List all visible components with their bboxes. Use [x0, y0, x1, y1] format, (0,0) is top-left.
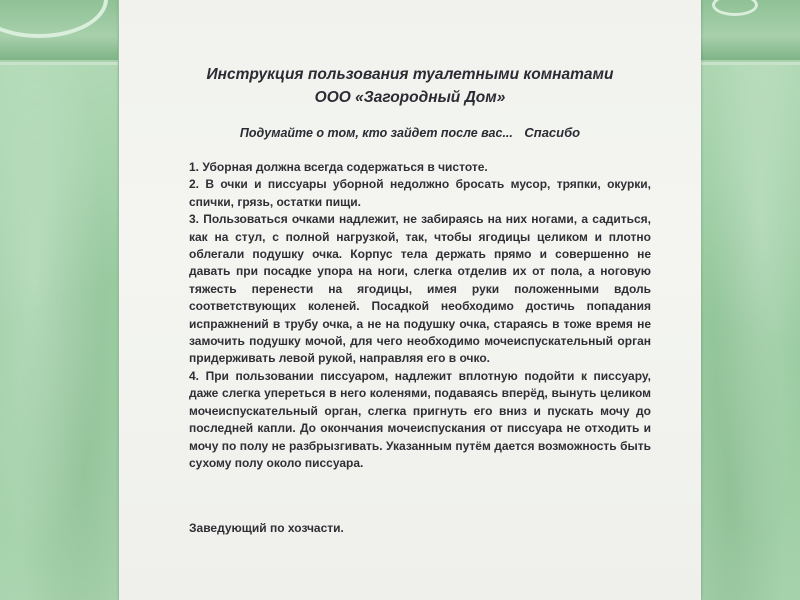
- notice-title: Инструкция пользования туалетными комнатами: [206, 66, 614, 83]
- rule-4: 4. При пользовании писсуаром, надлежит вплотную подойти к писсуару, даже слегка упереться в него коленями, подаваясь вперёд, вынуть целиком мочеиспускательный орган, слегка пригнуть его вниз и пускать мочу до последней капли. До окончания мочеиспускания от писсуара не отходить и мочу по полу не разбрызгивать. Указанным путём дается возможность быть сухому полу около писсуара.: [189, 368, 651, 470]
- notice-subtitle: [119, 125, 701, 140]
- signature: Заведующий по хозчасти.: [189, 521, 344, 535]
- rule-1: 1. Уборная должна всегда содержаться в чистоте.: [189, 160, 488, 174]
- rule-3: 3. Пользоваться очками надлежит, не забираясь на них ногами, а садиться, как на стул, с полной нагрузкой, так, чтобы ягодицы целиком и плотно облегали подушку очка. Корпус тела держать прямо и совершенно не давать при посадке упора на ноги, слегка отделив их от пола, а ноговую тяжесть перенести на ягодицы, имея руки положенными вдоль соответствующих коленей. Посадкой необходимо достичь попадания испражнений в трубу очка, а не на подушку очка, стараясь в тоже время не замочить подушку мочой, для чего необходимо мочеиспускательный орган придерживать левой рукой, направляя его в очко.: [189, 212, 651, 366]
- rules-text: [189, 159, 651, 472]
- rule-2: 2. В очки и писсуары уборной недолжно бросать мусор, тряпки, окурки, спички, грязь, остатки пищи.: [189, 177, 651, 209]
- company-name: ООО «Загородный Дом»: [314, 89, 506, 106]
- wall-tile-right: [700, 62, 800, 600]
- instruction-sheet: [119, 0, 701, 600]
- subtitle-text: Подумайте о том, кто зайдет после вас...: [239, 126, 513, 140]
- wall-tile-left: [0, 62, 118, 600]
- subtitle-thanks: Спасибо: [524, 125, 581, 140]
